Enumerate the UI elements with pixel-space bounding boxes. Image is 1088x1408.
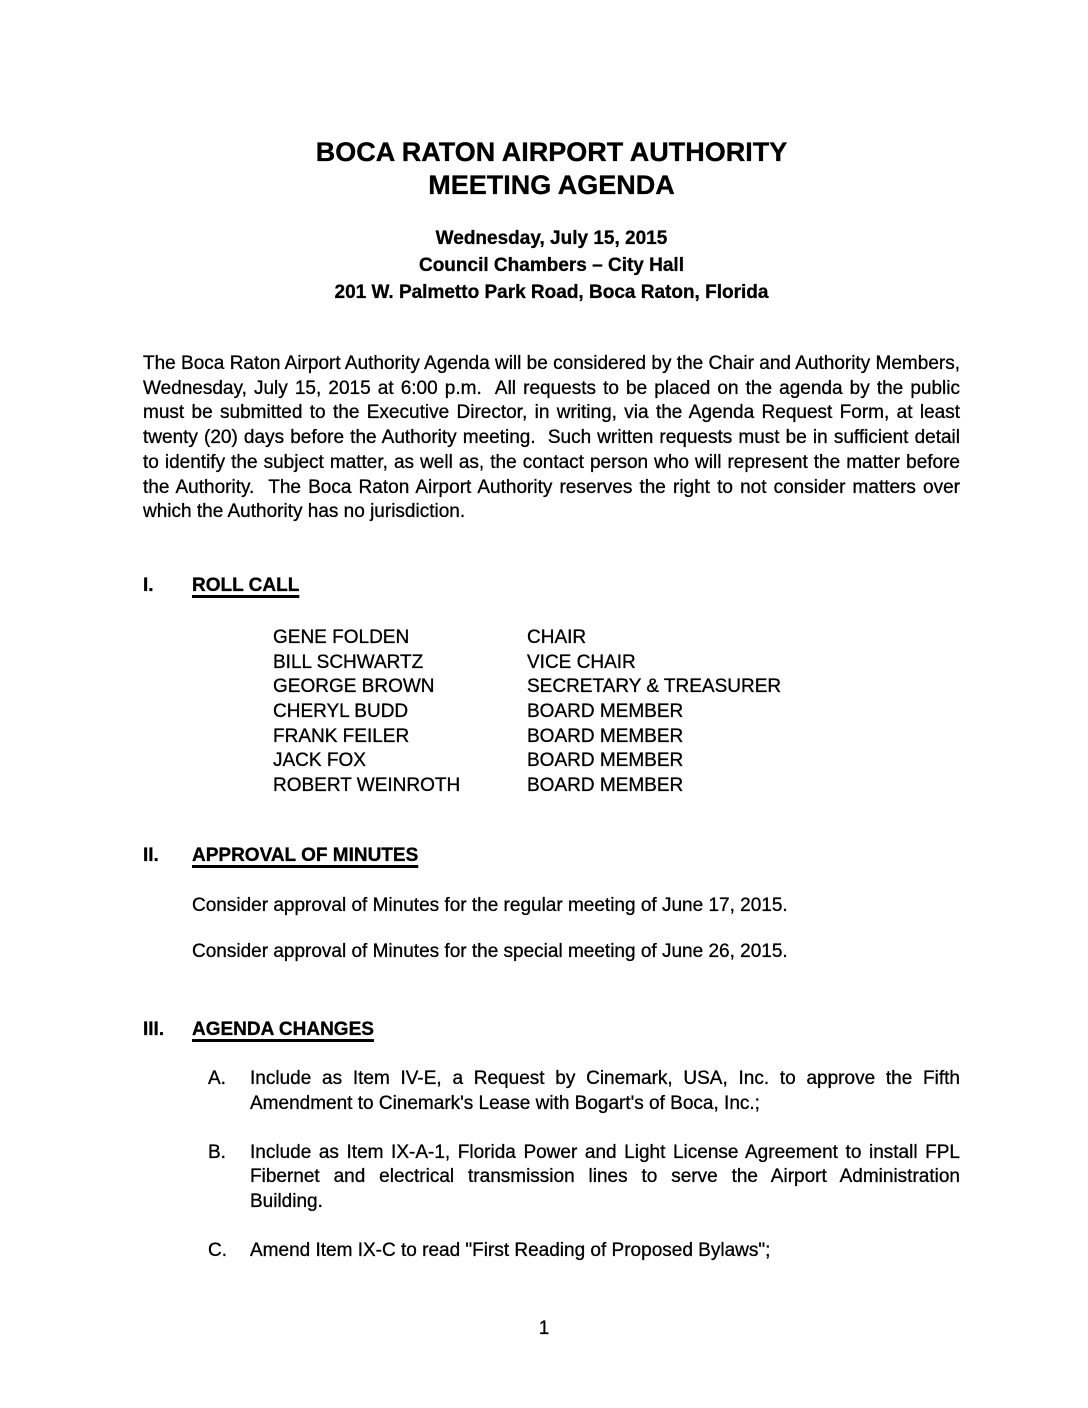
meeting-place: Council Chambers – City Hall <box>418 255 684 276</box>
member-title: CHAIR <box>527 626 587 648</box>
roll-call-row <box>273 700 960 725</box>
roll-call-row <box>273 774 960 799</box>
member-name: GENE FOLDEN <box>273 626 410 648</box>
meeting-date: Wednesday, July 15, 2015 <box>435 228 668 249</box>
document-title <box>143 136 960 202</box>
item-text: Amend Item IX-C to read "First Reading of Proposed Bylaws"; <box>250 1239 771 1261</box>
member-title: VICE CHAIR <box>527 651 636 673</box>
agenda-change-item <box>143 1141 960 1215</box>
agenda-change-item <box>143 1067 960 1116</box>
member-name: JACK FOX <box>273 750 366 772</box>
member-title: BOARD MEMBER <box>527 775 684 797</box>
roll-call-row <box>273 725 960 750</box>
member-title: BOARD MEMBER <box>527 701 684 723</box>
roll-call-row <box>273 626 960 651</box>
item-label: B. <box>208 1141 226 1163</box>
member-name: BILL SCHWARTZ <box>273 651 424 673</box>
agenda-change-item <box>143 1239 960 1264</box>
roll-call-row <box>273 675 960 700</box>
section-agenda-changes-heading <box>143 1017 960 1042</box>
roll-call-list <box>273 626 960 799</box>
item-label: A. <box>208 1068 226 1090</box>
member-name: CHERYL BUDD <box>273 701 409 723</box>
member-name: GEORGE BROWN <box>273 676 435 698</box>
member-title: SECRETARY & TREASURER <box>527 676 782 698</box>
member-name: FRANK FEILER <box>273 725 410 747</box>
member-name: ROBERT WEINROTH <box>273 775 461 797</box>
meeting-address: 201 W. Palmetto Park Road, Boca Raton, Florida <box>334 282 769 303</box>
document-content <box>143 0 966 1263</box>
section-roll-call-heading <box>143 573 960 598</box>
intro-paragraph: The Boca Raton Airport Authority Agenda will be considered by the Chair and Authority Members, Wednesday, July 15, 2015 at 6:00 p.m. All requests to be placed on the agenda by the public must be submitted to the Executive Director, in writing, via the Agenda Request Form, at least twenty (20) days before the Authority meeting. Such written requests must be in sufficient detail to identify the subject matter, as well as, the contact person who will represent the matter before the Authority. The Boca Raton Airport Authority reserves the right to not consider matters over which the Authority has no jurisdiction. <box>143 353 966 523</box>
title-line-2: MEETING AGENDA <box>428 170 675 200</box>
member-title: BOARD MEMBER <box>527 750 684 772</box>
section-title: AGENDA CHANGES <box>192 1019 374 1041</box>
meeting-info <box>143 225 960 306</box>
roll-call-row <box>273 651 960 676</box>
section-title: ROLL CALL <box>192 574 300 596</box>
item-label: C. <box>208 1239 227 1261</box>
title-line-1: BOCA RATON AIRPORT AUTHORITY <box>315 137 788 167</box>
page-number: 1 <box>538 1318 550 1339</box>
item-text: Include as Item IX-A-1, Florida Power and Light License Agreement to install FPL Fibernet and electrical transmission lines to serve the Airport Administration Building. <box>250 1141 960 1213</box>
section-title: APPROVAL OF MINUTES <box>192 844 419 866</box>
roll-call-row <box>273 749 960 774</box>
section-number: II. <box>143 844 159 866</box>
minutes-paragraph: Consider approval of Minutes for the special meeting of June 26, 2015. <box>192 940 788 962</box>
minutes-paragraph: Consider approval of Minutes for the regular meeting of June 17, 2015. <box>192 894 788 916</box>
section-number: I. <box>143 574 154 596</box>
item-text: Include as Item IV-E, a Request by Cinemark, USA, Inc. to approve the Fifth Amendment to Cinemark's Lease with Bogart's of Boca, Inc.; <box>250 1068 960 1114</box>
member-title: BOARD MEMBER <box>527 725 684 747</box>
section-number: III. <box>143 1019 165 1041</box>
section-approval-of-minutes-heading <box>143 843 960 868</box>
